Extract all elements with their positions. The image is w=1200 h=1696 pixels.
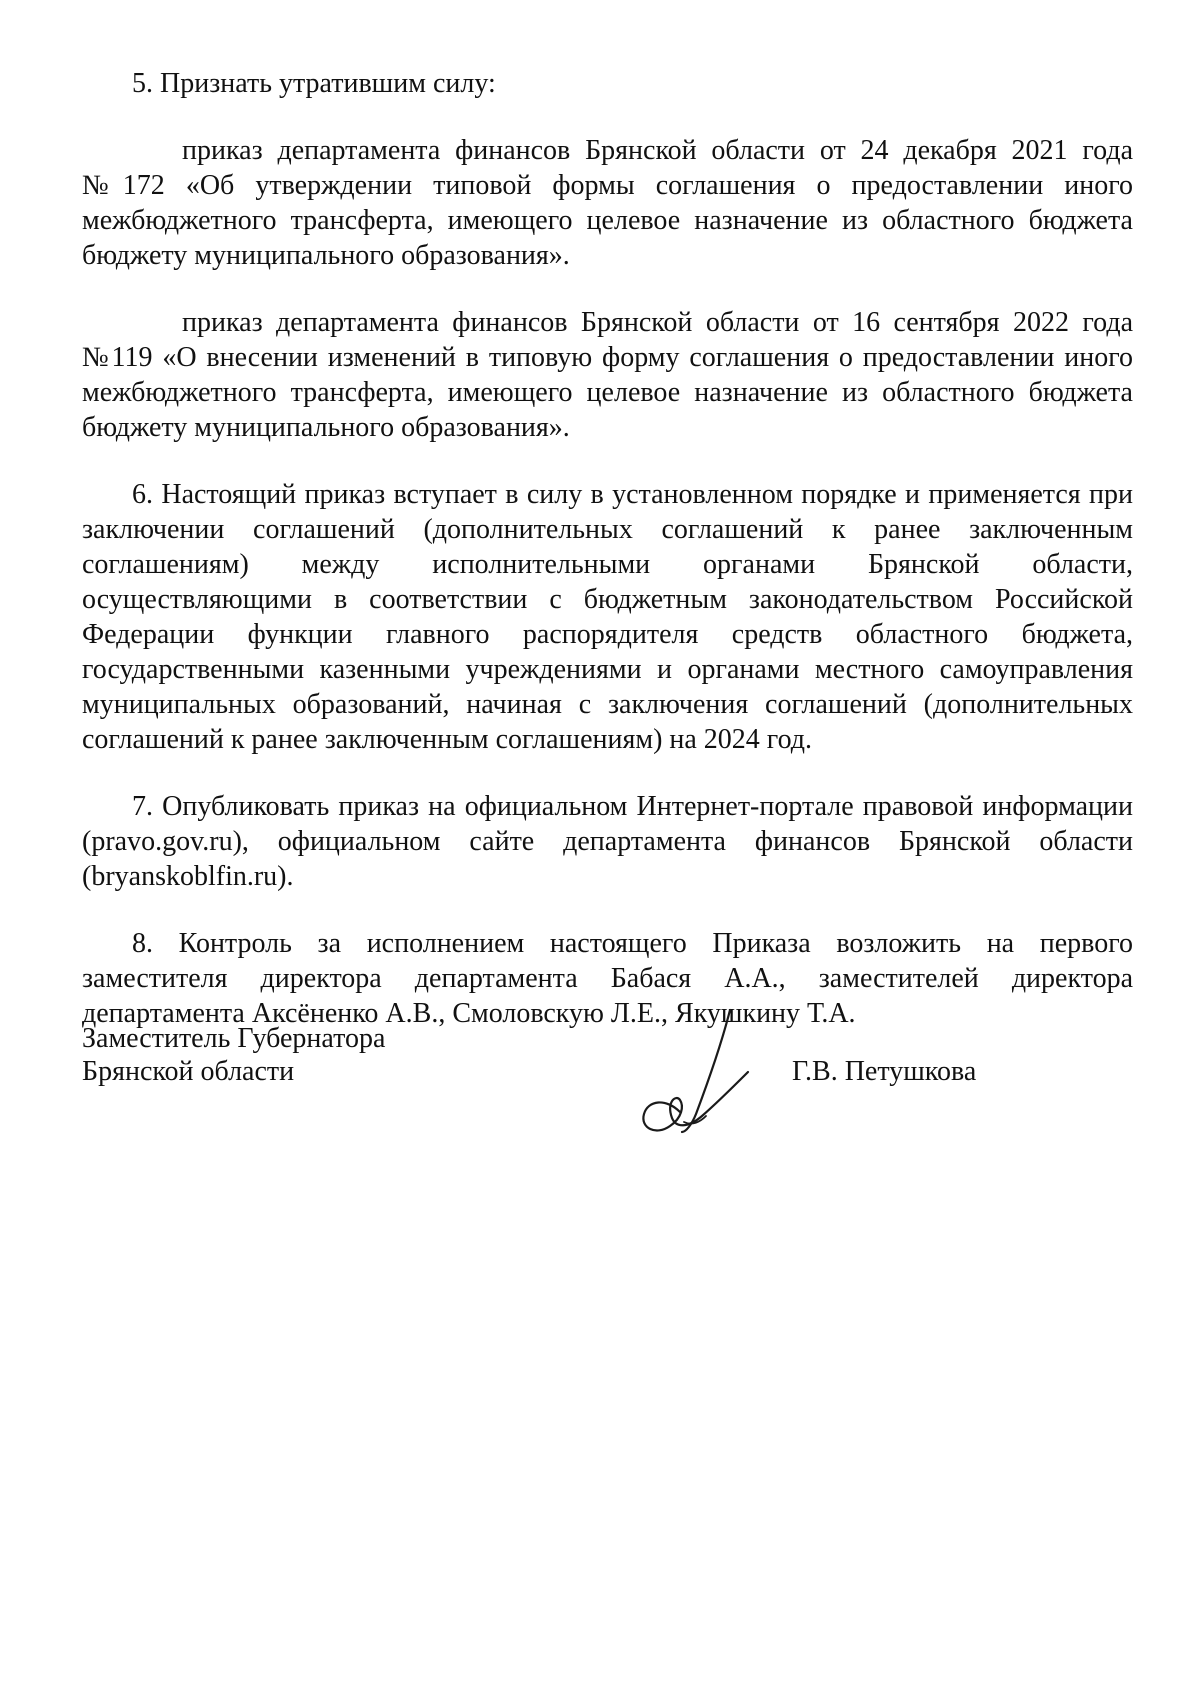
signature-block (82, 1022, 1133, 1142)
item-5-subitem-2: приказ департамента финансов Брянской области от 16 сентября 2022 года №119 «О внесении изменений в типовую форму соглашения о предоставлении иного межбюджетного трансферта, имеющего целевое назначение из областного бюджета бюджету муниципального образования». (82, 307, 1133, 443)
document-body (82, 66, 1133, 1031)
signatory-title-line-1: Заместитель Губернатора (82, 1023, 386, 1054)
signatory-name: Г.В. Петушкова (792, 1056, 977, 1087)
item-7-paragraph: 7. Опубликовать приказ на официальном Интернет-портале правовой информации (pravo.gov.ru), официальном сайте департамента финансов Брянской области (bryanskoblfin.ru). (82, 791, 1133, 892)
signatory-title-line-2: Брянской области (82, 1056, 295, 1087)
signatory-title (82, 1022, 385, 1088)
handwritten-signature-icon (622, 1002, 772, 1147)
item-5-heading: 5. Признать утратившим силу: (132, 68, 496, 99)
item-8-paragraph: 8. Контроль за исполнением настоящего Приказа возложить на первого заместителя директора департамента Бабася А.А., заместителей директора департамента Аксёненко А.В., Смоловскую Л.Е., Якушкину Т.А. (82, 928, 1133, 1029)
item-5-subitem-1: приказ департамента финансов Брянской области от 24 декабря 2021 года №172 «Об утверждении типовой формы соглашения о предоставлении иного межбюджетного трансферта, имеющего целевое назначение из областного бюджета бюджету муниципального образования». (82, 135, 1133, 271)
item-6-paragraph: 6. Настоящий приказ вступает в силу в установленном порядке и применяется при заключении соглашений (дополнительных соглашений к ранее заключенным соглашениям) между исполнительными органами Брянской области, осуществляющими в соответствии с бюджетным законодательством Российской Федерации функции главного распорядителя средств областного бюджета, государственными казенными учреждениями и органами местного самоуправления муниципальных образований, начиная с заключения соглашений (дополнительных соглашений к ранее заключенным соглашениям) на 2024 год. (82, 479, 1133, 755)
